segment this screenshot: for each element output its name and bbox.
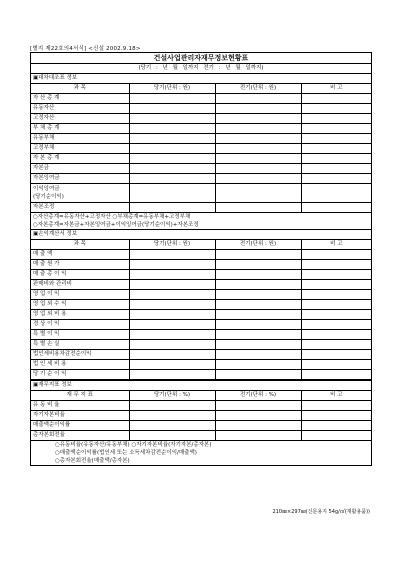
value-cell[interactable] [215,320,301,330]
value-cell[interactable] [215,114,301,124]
row-label: 판매비와 관리비 [31,280,129,290]
value-cell[interactable] [129,270,215,280]
value-cell[interactable] [215,270,301,280]
column-header: 당기(단위 : %) [129,391,215,401]
value-cell[interactable] [215,330,301,340]
financial-ratios-table [31,391,371,441]
table-row [31,164,371,174]
table-row [31,174,371,184]
row-label: 자본잉여금 [31,174,129,184]
value-cell[interactable] [301,290,371,300]
value-cell[interactable] [215,144,301,154]
value-cell[interactable] [215,104,301,114]
value-cell[interactable] [129,401,215,411]
value-cell[interactable] [301,104,371,114]
value-cell[interactable] [301,360,371,370]
row-label: 법 인 세 비 용 [31,360,129,370]
row-label: 자 본 총 계 [31,154,129,164]
row-label: 자 산 총 계 [31,94,129,104]
table-row [31,350,371,360]
row-label: 영 업 외 수 익 [31,300,129,310]
value-cell[interactable] [215,203,301,213]
row-label: 당 기 순 이 익 [31,370,129,380]
value-cell[interactable] [215,260,301,270]
income-statement-section-title: ▣손익계산서 정보 [31,230,371,240]
value-cell[interactable] [301,94,371,104]
value-cell[interactable] [301,114,371,124]
value-cell[interactable] [215,431,301,441]
row-label: 매 출 원 가 [31,260,129,270]
row-label: 매출액순이익률 [31,421,129,431]
row-label: 유동부채 [31,134,129,144]
value-cell[interactable] [129,370,215,380]
value-cell[interactable] [215,174,301,184]
formula-note: ○매출액순이익률(법인세 또는 소득세차감전순이익/매출액) [55,450,197,456]
value-cell[interactable] [215,280,301,290]
value-cell[interactable] [129,340,215,350]
value-cell[interactable] [215,421,301,431]
row-label: 영 업 이 익 [31,290,129,300]
table-row [31,421,371,431]
value-cell[interactable] [301,421,371,431]
value-cell[interactable] [301,401,371,411]
value-cell[interactable] [129,94,215,104]
value-cell[interactable] [301,154,371,164]
column-header: 비 고 [301,391,371,401]
value-cell[interactable] [301,134,371,144]
table-row [31,320,371,330]
value-cell[interactable] [129,250,215,260]
value-cell[interactable] [301,260,371,270]
value-cell[interactable] [129,421,215,431]
value-cell[interactable] [301,250,371,260]
balance-sheet-section-title: ▣대차대조표 정보 [31,74,371,84]
value-cell[interactable] [129,154,215,164]
table-row [31,411,371,421]
formula-note: ○자산총계=유동자산+고정자산 ○부채총계=유동부채+고정부채 [33,214,191,220]
value-cell[interactable] [301,340,371,350]
formula-note: ○총자본회전율(매출액/총자본) [55,458,130,464]
value-cell[interactable] [129,184,215,203]
value-cell[interactable] [129,350,215,360]
value-cell[interactable] [215,360,301,370]
column-header: 과 목 [31,240,129,250]
value-cell[interactable] [129,320,215,330]
value-cell[interactable] [129,360,215,370]
table-row [31,270,371,280]
row-label: 매 출 총 이 익 [31,270,129,280]
table-row [31,94,371,104]
column-header: 재 무 지 표 [31,391,129,401]
balance-sheet-notes [31,213,371,230]
value-cell[interactable] [301,300,371,310]
reporting-period: (당기 : 년 월 일까지 전기 : 년 월 일까지) [31,64,371,74]
value-cell[interactable] [301,144,371,154]
value-cell[interactable] [129,280,215,290]
row-label: 부 채 총 계 [31,124,129,134]
row-label: 이익잉여금 (당기순이익) [31,184,129,203]
value-cell[interactable] [215,411,301,421]
column-header: 전기(단위 : 원) [215,240,301,250]
financial-ratios-notes [31,441,371,465]
value-cell[interactable] [129,310,215,320]
value-cell[interactable] [301,350,371,360]
value-cell[interactable] [215,124,301,134]
table-row [31,370,371,380]
row-label: 자본조정 [31,203,129,213]
column-header: 당기(단위 : 원) [129,84,215,94]
paper-spec: 210㎜×297㎜(신문용지 54g/㎡(재활용품)) [272,509,370,515]
financial-info-form [30,52,372,466]
row-label: 자본금 [31,164,129,174]
table-row [31,310,371,320]
income-statement-table [31,240,371,380]
value-cell[interactable] [301,411,371,421]
value-cell[interactable] [129,330,215,340]
value-cell[interactable] [129,411,215,421]
value-cell[interactable] [215,310,301,320]
formula-note: ○유동비율(유동자산/유동부채) ○자기자본비율(자기자본/총자본) [55,442,212,448]
row-label: 유동자산 [31,104,129,114]
row-label: 특 별 손 실 [31,340,129,350]
balance-sheet-table [31,84,371,213]
table-row [31,280,371,290]
row-label: 총자본회전율 [31,431,129,441]
value-cell[interactable] [301,310,371,320]
value-cell[interactable] [215,401,301,411]
value-cell[interactable] [129,144,215,154]
value-cell[interactable] [215,350,301,360]
form-title: 건설사업관리자재무정보현황표 [31,53,371,64]
value-cell[interactable] [129,114,215,124]
table-row [31,250,371,260]
column-header: 비 고 [301,84,371,94]
row-label: 고정자산 [31,114,129,124]
value-cell[interactable] [301,203,371,213]
table-row [31,290,371,300]
table-row [31,154,371,164]
value-cell[interactable] [215,290,301,300]
value-cell[interactable] [301,184,371,203]
table-row [31,104,371,114]
row-label: 경 상 이 익 [31,320,129,330]
value-cell[interactable] [301,164,371,174]
value-cell[interactable] [215,184,301,203]
column-header: 과 목 [31,84,129,94]
value-cell[interactable] [129,124,215,134]
value-cell[interactable] [129,203,215,213]
row-label: 매 출 액 [31,250,129,260]
table-row [31,184,371,203]
value-cell[interactable] [129,300,215,310]
column-header: 전기(단위 : %) [215,391,301,401]
value-cell[interactable] [301,370,371,380]
value-cell[interactable] [301,270,371,280]
column-header: 비 고 [301,240,371,250]
value-cell[interactable] [301,280,371,290]
table-row [31,124,371,134]
table-row [31,431,371,441]
column-header: 전기(단위 : 원) [215,84,301,94]
row-label: 특 별 이 익 [31,330,129,340]
value-cell[interactable] [215,340,301,350]
table-row [31,203,371,213]
value-cell[interactable] [129,260,215,270]
row-label: 자기자본비율 [31,411,129,421]
form-reference-note: [별지 제22호의4서식] <신설 2002.9.18> [30,46,141,52]
table-row [31,134,371,144]
table-row [31,340,371,350]
table-row [31,260,371,270]
table-row [31,360,371,370]
table-row [31,330,371,340]
value-cell[interactable] [129,174,215,184]
formula-note: ○자본총계=자본금+자본잉여금+이익잉여금(당기순이익)+자본조정 [33,222,199,228]
value-cell[interactable] [215,250,301,260]
table-row [31,300,371,310]
value-cell[interactable] [301,431,371,441]
row-label: 고정부채 [31,144,129,154]
value-cell[interactable] [215,134,301,144]
value-cell[interactable] [215,164,301,174]
table-row [31,114,371,124]
value-cell[interactable] [301,320,371,330]
value-cell[interactable] [129,431,215,441]
value-cell[interactable] [301,174,371,184]
row-label: 법인세비용차감전순이익 [31,350,129,360]
value-cell[interactable] [215,370,301,380]
value-cell[interactable] [301,330,371,340]
table-row [31,144,371,154]
value-cell[interactable] [215,154,301,164]
value-cell[interactable] [129,104,215,114]
value-cell[interactable] [215,94,301,104]
value-cell[interactable] [129,134,215,144]
value-cell[interactable] [215,300,301,310]
row-label: 영 업 외 비 용 [31,310,129,320]
value-cell[interactable] [301,124,371,134]
column-header: 당기(단위 : 원) [129,240,215,250]
financial-ratios-section-title: ▣재무지표 정보 [31,380,371,391]
value-cell[interactable] [129,290,215,300]
table-row [31,401,371,411]
row-label: 유 동 비 율 [31,401,129,411]
value-cell[interactable] [129,164,215,174]
